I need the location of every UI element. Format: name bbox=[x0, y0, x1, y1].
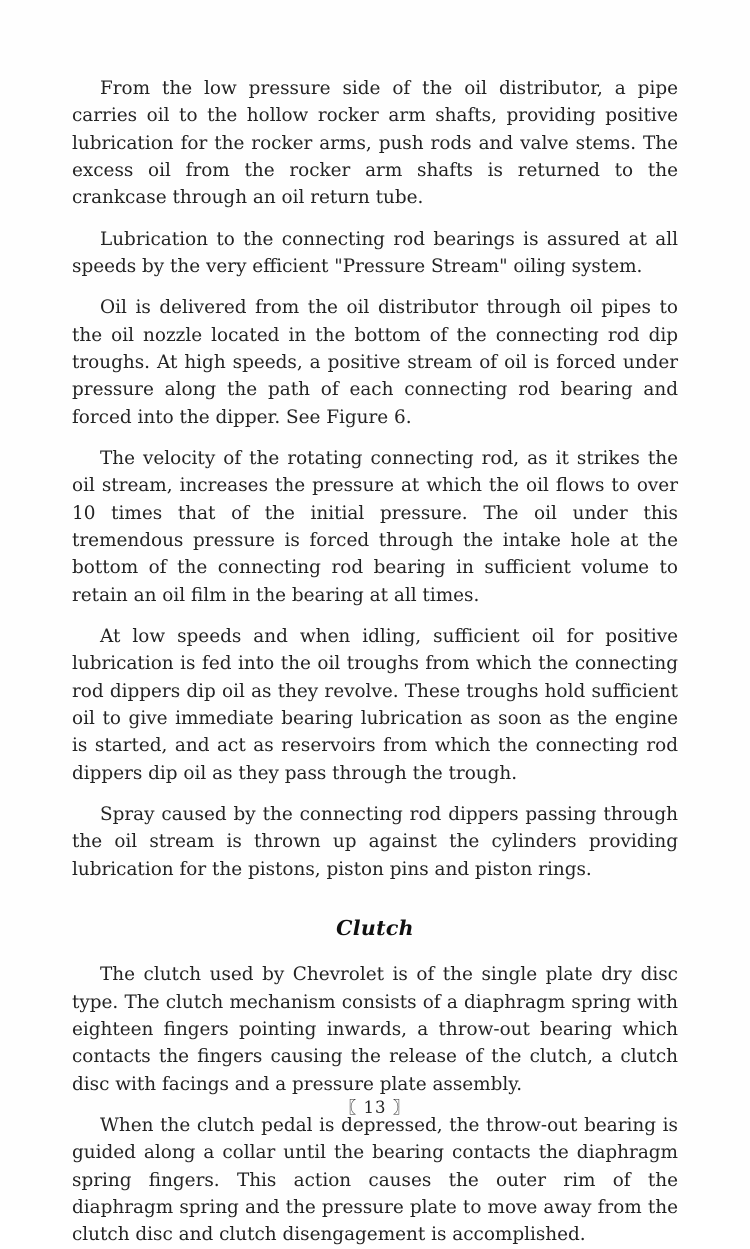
clutch-paragraph-1: The clutch used by Chevrolet is of the single plate dry disc type. The clutch mechanism consists of a diaphragm spring with eighteen fingers pointing inwards, a throw-out bearing which contacts the fingers causing the release of the clutch, a clutch disc with facings and a pressure plate assembly. bbox=[72, 964, 678, 1095]
paragraph-3: Oil is delivered from the oil distributor through oil pipes to the oil nozzle located in the bottom of the connecting rod dip troughs. At high speeds, a positive stream of oil is forced under pressure along the path of each connecting rod bearing and forced into the dipper. See Figure 6. bbox=[72, 297, 678, 428]
section-heading-clutch: Clutch bbox=[336, 915, 414, 940]
paragraph-1: From the low pressure side of the oil distributor, a pipe carries oil to the hollow rocker arm shafts, providing positive lubrication for the rocker arms, push rods and valve stems. The excess oil from the rocker arm shafts is returned to the crankcase through an oil return tube. bbox=[72, 78, 678, 209]
paragraph-4: The velocity of the rotating connecting rod, as it strikes the oil stream, increases the pressure at which the oil flows to over 10 times that of the initial pressure. The oil under this tremendous pressure is forced through the intake hole at the bottom of the connecting rod bearing in sufficient volume to retain an oil film in the bearing at all times. bbox=[72, 447, 678, 606]
paragraph-6: Spray caused by the connecting rod dippers passing through the oil stream is thrown up against the cylinders providing lubrication for the pistons, piston pins and piston rings. bbox=[72, 803, 678, 880]
paragraph-2: Lubrication to the connecting rod bearings is assured at all speeds by the very efficient "Pressure Stream" oiling system. bbox=[72, 228, 678, 277]
paragraph-5: At low speeds and when idling, sufficient oil for positive lubrication is fed into the oil troughs from which the connecting rod dippers dip oil as they revolve. These troughs hold sufficient oil to give immediate bearing lubrication as soon as the engine is started, and act as reservoirs from which the connecting rod dippers dip oil as they pass through the trough. bbox=[72, 625, 678, 784]
page-number: 〖 13 〗 bbox=[339, 1098, 411, 1117]
page-body bbox=[72, 75, 678, 1249]
clutch-paragraph-2: When the clutch pedal is depressed, the throw-out bearing is guided along a collar until the bearing contacts the diaphragm spring fingers. This action causes the outer rim of the diaphragm spring and the pressure plate to move away from the clutch disc and clutch disengagement is accomplished. bbox=[72, 1114, 678, 1246]
